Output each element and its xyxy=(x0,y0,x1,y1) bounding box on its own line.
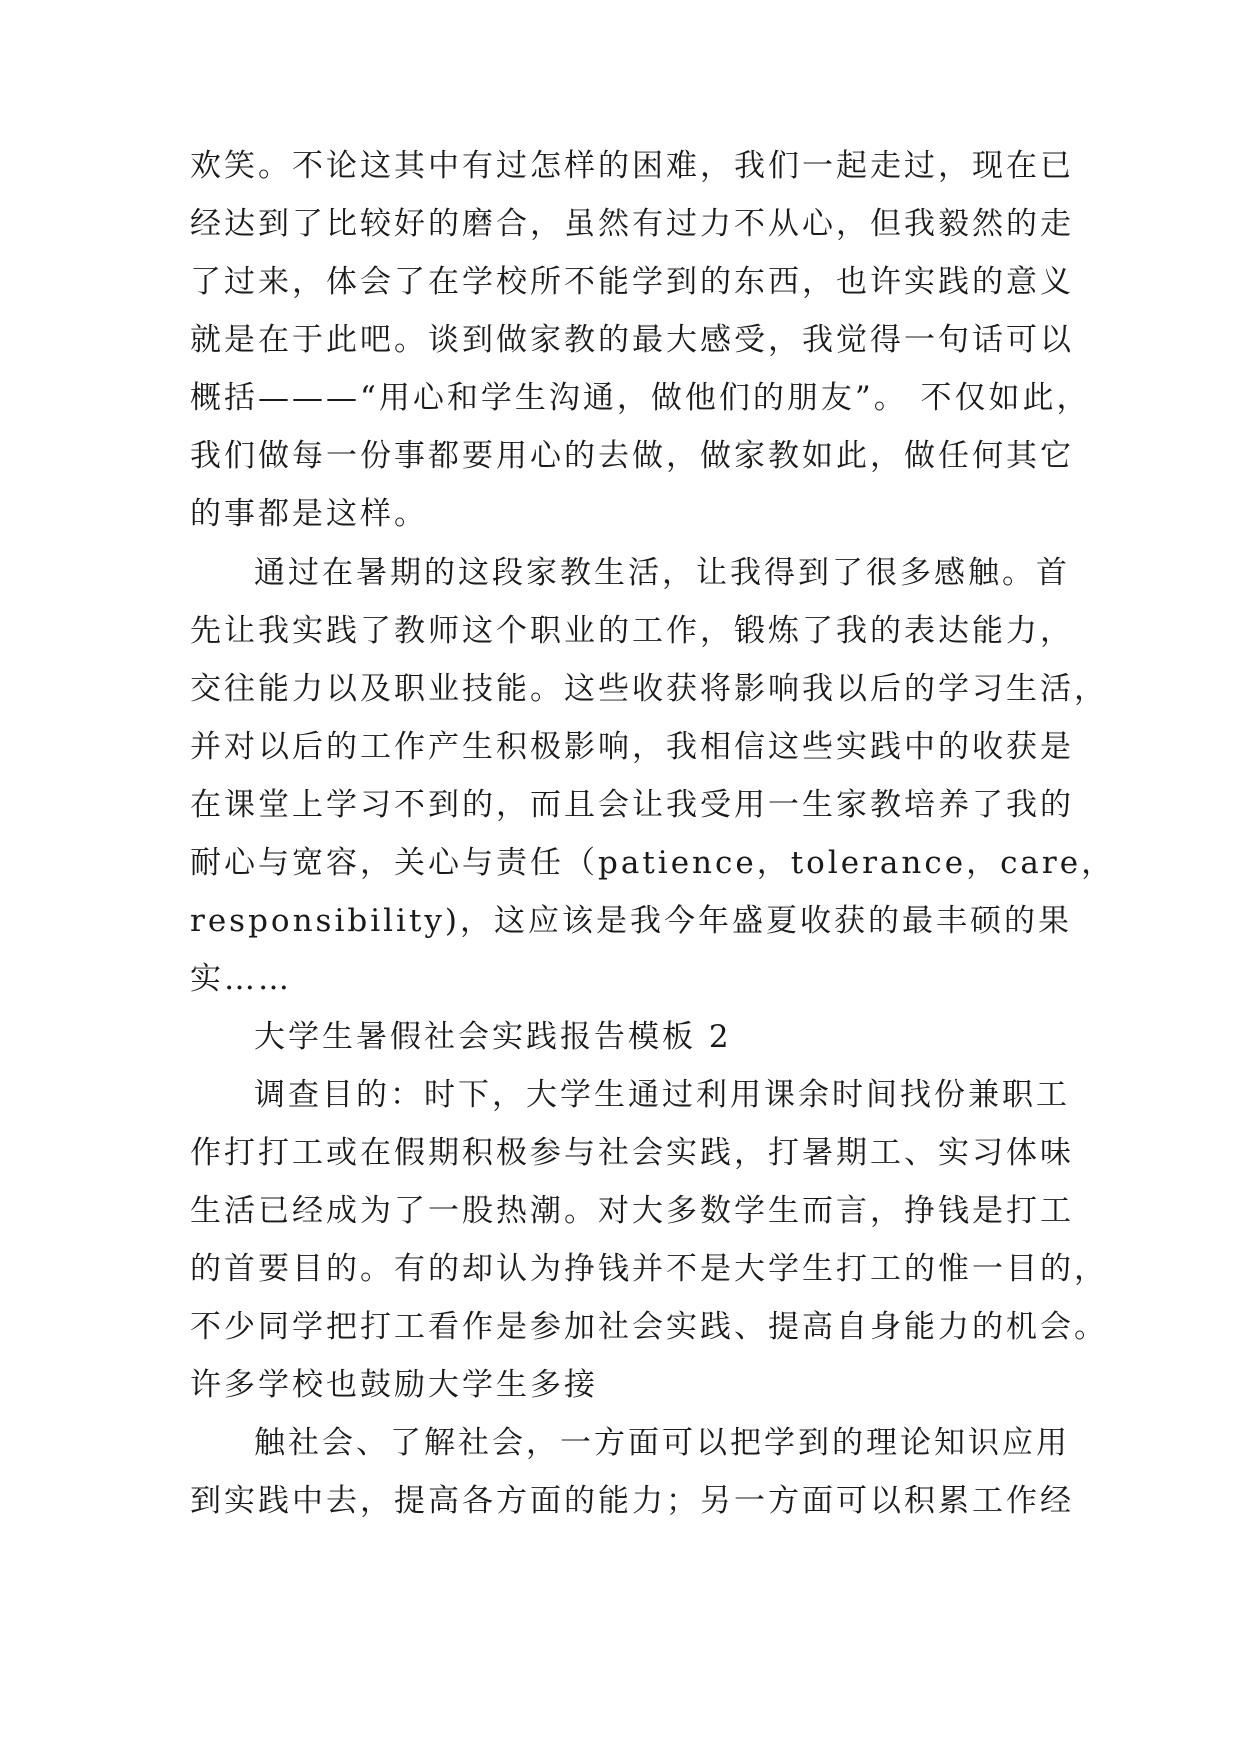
text-line: 许多学校也鼓励大学生多接 xyxy=(190,1367,598,1403)
text-line: 的事都是这样。 xyxy=(190,496,428,532)
text-line: 实…… xyxy=(190,961,292,997)
text-line: 经达到了比较好的磨合，虽然有过力不从心，但我毅然的走 xyxy=(190,206,1074,242)
text-line: 了过来，体会了在学校所不能学到的东西，也许实践的意义 xyxy=(190,264,1074,300)
text-line: 并对以后的工作产生积极影响，我相信这些实践中的收获是 xyxy=(190,729,1074,765)
text-line: 不少同学把打工看作是参加社会实践、提高自身能力的机会。 xyxy=(190,1309,1108,1345)
text-line: 先让我实践了教师这个职业的工作，锻炼了我的表达能力， xyxy=(190,613,1074,649)
paragraph-first-line: 触社会、了解社会，一方面可以把学到的理论知识应用 xyxy=(254,1425,1070,1461)
section-heading: 大学生暑假社会实践报告模板 2 xyxy=(254,1019,732,1055)
text-line: 我们做每一份事都要用心的去做，做家教如此，做任何其它 xyxy=(190,438,1074,474)
text-line: 耐心与宽容，关心与责任（patience，tolerance，care， xyxy=(190,845,1116,881)
text-line: 的首要目的。有的却认为挣钱并不是大学生打工的惟一目的， xyxy=(190,1251,1108,1287)
paragraph-first-line: 通过在暑期的这段家教生活，让我得到了很多感触。首 xyxy=(254,555,1070,591)
text-line: responsibility)，这应该是我今年盛夏收获的最丰硕的果 xyxy=(190,903,1073,939)
text-line: 欢笑。不论这其中有过怎样的困难，我们一起走过，现在已 xyxy=(190,148,1074,184)
text-line: 到实践中去，提高各方面的能力；另一方面可以积累工作经 xyxy=(190,1483,1074,1519)
text-line: 在课堂上学习不到的，而且会让我受用一生家教培养了我的 xyxy=(190,787,1074,823)
text-line: 作打打工或在假期积极参与社会实践，打暑期工、实习体味 xyxy=(190,1135,1074,1171)
text-line: 交往能力以及职业技能。这些收获将影响我以后的学习生活， xyxy=(190,671,1108,707)
text-line: 生活已经成为了一股热潮。对大多数学生而言，挣钱是打工 xyxy=(190,1193,1074,1229)
text-line: 就是在于此吧。谈到做家教的最大感受，我觉得一句话可以 xyxy=(190,322,1074,358)
paragraph-first-line: 调查目的：时下，大学生通过利用课余时间找份兼职工 xyxy=(254,1077,1070,1113)
text-line: 概括———“用心和学生沟通，做他们的朋友”。 不仅如此， xyxy=(190,380,1091,416)
